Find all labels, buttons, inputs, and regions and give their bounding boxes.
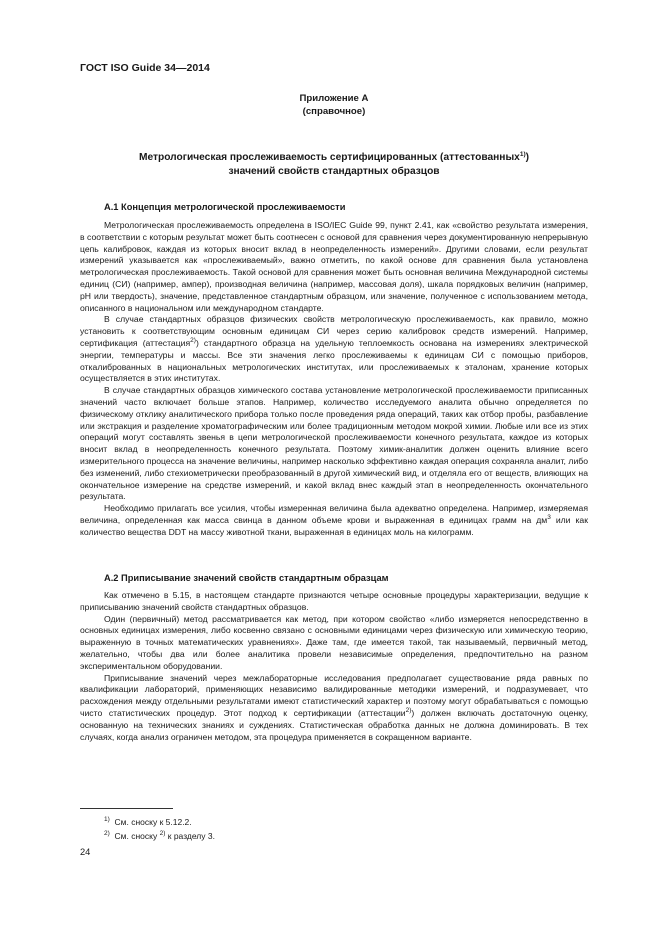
section-a2-body [80, 590, 588, 743]
page-number: 24 [80, 847, 91, 857]
title-line-2: значений свойств стандартных образцов [228, 165, 440, 177]
paragraph: В случае стандартных образцов химического состава установление метрологической прослеживаемости приписанных значений часто включает больше этапов. Например, количество исследуемого аналита обычно определяется по физическому отклику аналитического прибора только после проведения ряда операций, таких как отбор пробы, разбавление или экстракция и разделение хроматографическим или более традиционным методом мокрой химии. Любые или все из этих операций могут составлять звенья в цепи метрологической прослеживаемости конечного результата, каждое из которых вносит вклад в неопределенность конечного результата. Поэтому химик-аналитик должен оценить влияние всего измерительного процесса на значение величины, например насколько эффективно каждая операция сохраняла аналит, либо без изменений, либо стехиометрически преобразованный в другой химический вид, и отделяла его от веществ, влияющих на окончательное измерение на средстве измерений, и какой вклад внес каждый этап в неопределенность окончательного результата. [80, 385, 588, 502]
footnote-2: $^{2)}$ См. сноску $^{2)}$ к разделу 3. [104, 830, 215, 841]
section-a1-heading: А.1 Концепция метрологической прослеживаемости [104, 202, 346, 212]
section-a2-heading: А.2 Приписывание значений свойств стандартным образцам [104, 573, 389, 583]
footnote-ref: 2) [190, 336, 196, 344]
annex-label: Приложение А [299, 93, 369, 104]
paragraph: Необходимо прилагать все усилия, чтобы измеренная величина была адекватно определена. Например, измеряемая величина, определенная как масса свинца в данном объеме крови и выраженная в единицах грамм на $дм^3$ или как количество вещества DDT на массу животной ткани, выраженная в единицах моль на килограмм. [80, 503, 588, 537]
paragraph: Метрологическая прослеживаемость определена в ISO/IEC Guide 99, пункт 2.41, как «свойство результата измерения, в соответствии с которым результат может быть соотнесен с основой для сравнения через документированную непрерывную цепь калибровок, каждая из которых вносит вклад в неопределенность измерений». Другими словами, если результат измерений указывается как «прослеживаемый», важно отметить, по какой основе для сравнения была установлена метрологическая прослеживаемость. Такой основой для сравнения может быть основная величина Международной системы единиц (СИ) (например, ампер), производная величина (например, массовая доля), шкала порядковых величин (например, pH или твердость), значение, представленное стандартным образцом, или значение, полученное с использованием метода, описанного в национальном или международном стандарте. [80, 220, 588, 313]
paragraph: Приписывание значений через межлабораторные исследования предполагает существование ряда равных по квалификации лабораторий, применяющих независимо валидированные методики измерений, и подразумевает, что расхождения между отдельными результатами имеют статистический характер и поэтому могут обрабатываться с помощью чисто статистических процедур. Этот подход к сертификации (аттестации$^{2)}$) должен включать достаточную оценку, основанную на технических знаниях и суждениях. Статистическая обработка данных не должна доминировать. В тех случаях, когда анализ ограничен методом, эта процедура применяется в сокращенном варианте. [80, 672, 588, 742]
title-line-1: Метрологическая прослеживаемость сертифицированных (аттестованных$^{1)}$) [138, 151, 530, 163]
section-a1-body [80, 220, 588, 539]
paragraph: В случае стандартных образцов физических свойств метрологическую прослеживаемость, как правило, можно установить к соответствующим основным единицам СИ через серию калибровок средств измерений. Например, сертификация (аттестация$^{2)}$) стандартного образца на удельную теплоемкость основана на измерениях электрической энергии, температуры и массы. Все эти значения легко прослеживаемы к единицам СИ с помощью приборов, откалиброванных в национальных метрологических институтах, или прослеживаемых к эталонам, хранение которых осуществляется в этих институтах. [80, 314, 588, 384]
paragraph: Как отмечено в 5.15, в настоящем стандарте признаются четыре основные процедуры характеризации, ведущие к приписыванию значений свойств стандартных образцов. [80, 590, 588, 612]
footnote-divider [80, 808, 173, 809]
annex-heading [80, 92, 588, 118]
annex-type: (справочное) [302, 106, 366, 117]
paragraph: Один (первичный) метод рассматривается как метод, при котором свойство «либо измеряется непосредственно в основных единицах измерения, либо косвенно связано с основными единицами через физическую или химическую теорию, выраженную в точных математических уравнениях». Даже там, где имеется такой, так называемый, первичный метод, желательно, чтобы два или более аналитика провели независимые определения, предпочтительно на разном экспериментальном оборудовании. [80, 613, 588, 671]
footnote-ref: 2) [405, 706, 412, 714]
footnotes [104, 815, 215, 843]
annex-title [80, 151, 588, 178]
footnote-1: $^{1)}$ См. сноску к 5.12.2. [104, 816, 192, 827]
superscript: 3 [547, 513, 551, 521]
footnote-ref: 1) [519, 151, 526, 158]
document-header: ГОСТ ISO Guide 34—2014 [80, 62, 210, 74]
